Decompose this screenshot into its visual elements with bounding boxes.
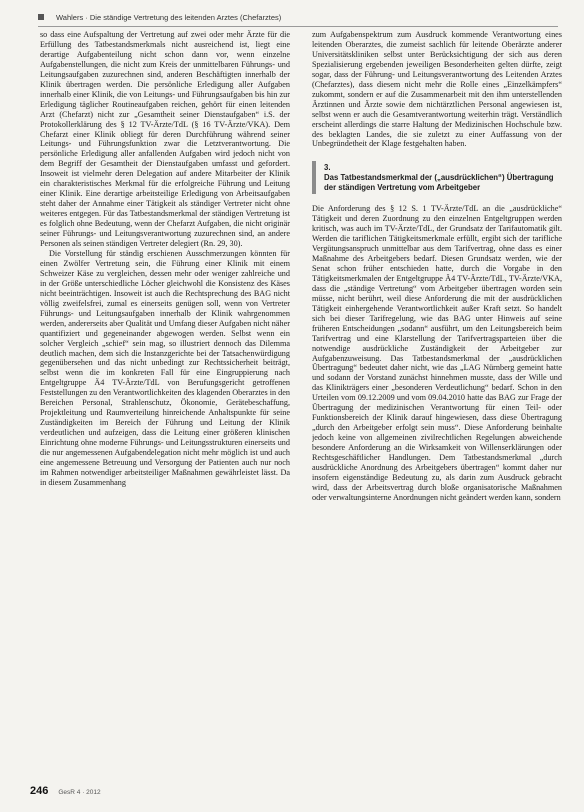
paragraph: so dass eine Aufspaltung der Vertretung auf zwei oder mehr Ärzte für die Erfüllung des Tatbestandsmerkmals nicht ausreichend ist, liegt eine derartige Aufgabenteilung nicht schon dann vor, wenn einzelne Aufgabenstellungen, die nicht zum Kreis der unmittelbaren Führungs- und Leitungsaufgaben zuzurechnen sind, anderen Beschäftigten innerhalb der Klinik übertragen werden. Die persönliche Erledigung aller Aufgaben innerhalb einer Klinik, die von Leitungs- und Führungsaufgaben bis hin zur Erledigung täglicher Routineaufgaben reichen, gehört für einen leitenden Arzt (Chefarzt) nicht zur „Gesamtheit seiner Dienstaufgaben“ i.S. der Protokollerklärung des § 12 TV-Ärzte/TdL (§ 16 TV-Ärzte/VKA). Dem Chefarzt einer Klinik obliegt für deren Durchführung während seiner Leitungs- und Führungsfunktion zwar die Letztverantwortung. Die persönliche Erledigung aller anfallenden Aufgaben wird jedoch nicht von dem Begriff der Gesamtheit der Dienstaufgaben umfasst und gefordert. Insoweit ist vielmehr deren Delegation auf andere Mitarbeiter der Klinik ein charakteristisches Merkmal für die erfolgreiche Führung und Leitung einer Klinik. Eine derartige arbeitsteilige Erledigung von Arbeitsaufgaben steht daher der Annahme einer Tätigkeit als ständiger Vertreter nicht ohne weiteres entgegen. Für das Tatbestandsmerkmal der ständigen Vertretung ist es folglich ohne Bedeutung, wenn der Chefarzt Aufgaben, die nicht originär seiner Führungs- und Leitungsverantwortung zuzurechnen sind, an andere Personen als seinen ständigen Vertreter delegiert (Rn. 29, 30). [40,30,290,249]
journal-citation: GesR 4 · 2012 [58,789,101,796]
paragraph: zum Aufgabenspektrum zum Ausdruck kommende Verantwortung eines leitenden Oberarztes, die zumeist sachlich für leitende Oberärzte anderer Universitätskliniken selbst unter Berücksichtigung der sich aus deren Spezialisierung ergebenden jeweiligen Besonderheiten gelten dürfte, zeigt sogar, dass der Führung- und Leitungsverantwortung des Leitenden Arztes (Chefarztes), dass diesem nicht mehr die Rolle eines „Einzelkämpfers“ zukommt, sondern er auf die Zusammenarbeit mit den ihm unterstellenden Ärztinnen und Ärzte sowie dem nichtärztlichen Personal angewiesen ist, selbst wenn er auch die Gesamtverantwortung weiterhin trägt. Verständlich erscheint allerdings die starre Haltung der Medizinischen Hochschule bzw. des beklagten Landes, die sie zuletzt zu einer Auffassung von der Unbegründetheit der Klage festgehalten haben. [312,30,562,149]
paragraph: Die Anforderung des § 12 S. 1 TV-Ärzte/TdL an die „ausdrückliche“ Tätigkeit und deren Zuordnung zu den einzelnen Entgeltgruppen werden kritisch, was auch im TV-Ärzte/TdL, der Grundsatz der Tarifautomatik gilt. Werden die tariflichen Tätigkeitsmerkmale erfüllt, ergibt sich der tarifliche Vergütungsanspruch unmittelbar aus dem Tarifvertrag, ohne dass es einer Maßnahme des Arbeitgebers bedarf. Diesen Grundsatz werden, wie der Senat schon früher entschieden hatte, durch die Vorgabe in den Tätigkeitsmerkmalen der Entgeltgruppe Ä4 TV-Ärzte/TdL, TV-Ärzte/VKA, dass die „ständige Vertretung“ vom Arbeitgeber übertragen worden sein müsse, nicht berührt, weil diese Anforderung die mit der ausdrücklichen Tätigkeit einhergehende Verantwortlichkeit außer Kraft setzt. So handelt sich bei dieser Tarifregelung, wie das BAG unter Hinweis auf seine früheren Entscheidungen „sodann“ ausführt, um den Leitungsbereich beim Tarifvertrag und eine Klarstellung der Tarifvertragsparteien über die notwendige ausdrückliche Zuständigkeit der Arbeitgeber zur Aufgabenzuweisung. Das Tatbestandsmerkmal der „ausdrücklichen Übertragung“ bedeutet daher nicht, wie das „LAG Nürnberg gemeint hatte und sodann der Vorstand zunächst hinnehmen musste, dass der Wille und das Klinikträgers einer „besonderen Verdeutlichung“ bedarf. Schon in den Urteilen vom 09.12.2009 und vom 09.04.2010 hatte das BAG zur Frage der Übertragung der medizinischen Verantwortung für einen Teil- oder Funktionsbereich der Klinik darauf hingewiesen, dass diese Übertragung „durch den Arbeitgeber erfolgt sein muss“. Diese Anforderung beinhalte jedoch keine von allgemeinen zivilrechtlichen Regelungen abweichende besondere Anforderung an die Wirksamkeit von Willenserklärungen oder Rechtsgeschäftlicher Handlungen. Dem Tatbestandsmerkmal „durch ausdrückliche Anordnung des Arbeitgebers übertragen“ kommt daher nur insofern eigenständige Bedeutung zu, als darin zum Ausdruck gebracht wird, dass der Arbeitsvertrag durch bloße organisatorische Maßnahmen oder verwaltungsinterne Anordnungen nicht geändert werden kann, sondern [312,204,562,502]
right-column [312,30,562,775]
section-number: 3. [324,163,331,173]
section-heading [312,161,562,194]
running-header [38,10,558,24]
header-rule [38,26,558,27]
header-square-icon [38,14,44,20]
page-number: 246 [30,785,49,797]
running-header-text: Wahlers · Die ständige Vertretung des leitenden Arztes (Chefarztes) [56,12,282,22]
section-title: Das Tatbestandsmerkmal der („ausdrücklichen“) Übertragung der ständigen Vertretung vom Arbeitgeber [324,173,554,192]
page-footer [30,785,550,801]
paragraph: Die Vorstellung für ständig erschienen Ausschmerzungen könnten für einen Zwölfer Vertretung sein, die Führung einer Klinik mit einem Schweizer Käse zu vergleichen, dessen mehr oder weniger zahlreiche und in der Größe unterschiedliche Löcher gleichwohl die Konsistenz des Käses nicht beeinträchtigen. Insoweit ist auch die Rechtsprechung des BAG nicht völlig zweifelsfrei, zumal es einerseits genügen soll, wenn von Vertreter Führungs- und Leitungsaufgaben innerhalb der Klinik wahrgenommen werden, andererseits aber Qualität und Umfang dieser Aufgaben nicht näher quantifiziert und gegeneinander abgewogen werden. Selbst wenn ein solcher Vergleich „schief“ sein mag, so illustriert dennoch das Dilemma deutlich machen, dem sich die Instanzgerichte bei der Tatsachenwürdigung gegenübersehen und das nicht unbedingt zur Rechtssicherheit beiträgt, selbst wenn die im konkreten Fall für eine Eingruppierung nach Entgeltgruppe Ä4 TV-Ärzte/TdL von Berufungsgericht getroffenen Feststellungen zu den Verantwortlichkeiten des klagenden Oberarztes in den Bereichen Personal, Strahlenschutz, Ökonomie, Gerätebeschaffung, Projektleitung und Raumverteilung hinreichende Anhaltspunkte für seine Zuständigkeiten im Bereich der Führung und Leitung der Klinik verdeutlichen und aufzeigen, dass die Leitung einer größeren klinischen Einrichtung ohne moderne Führungs- und Leitungsstrukturen einerseits und die nur angemessenen Aufgabendelegation nicht mehr möglich ist und auch eine angemessene Betreuung und Versorgung der Patienten auch nur noch im Rahmen notwendiger arbeitsteiliger Maßnahmen gewährleistet lässt. Da in diesem Zusammenhang [40,248,290,487]
left-column [40,30,290,775]
